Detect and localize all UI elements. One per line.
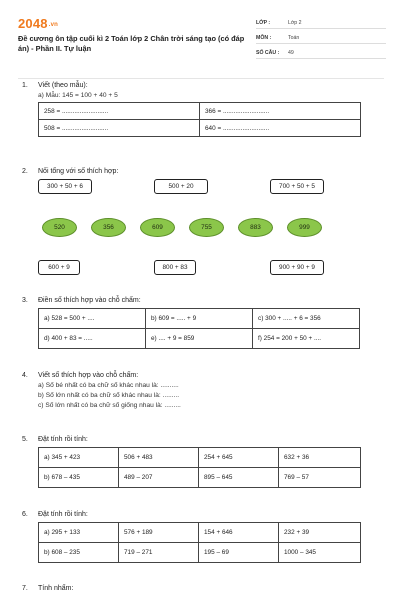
meta-value: 49 (288, 50, 294, 56)
table-cell: 366 = .......................... (200, 103, 361, 120)
table-cell: 640 = .......................... (200, 120, 361, 137)
site-logo[interactable] (18, 16, 58, 31)
table-cell: 154 + 646 (199, 523, 279, 543)
question-title (22, 82, 372, 89)
answer-line: c) Số lớn nhất có ba chữ số giống nhau là: ......... (38, 402, 181, 409)
table-cell: b) 678 – 435 (39, 468, 119, 488)
table-cell: 769 – 57 (279, 468, 361, 488)
table-row (39, 103, 361, 120)
answer-line: a) Số bé nhất có ba chữ số khác nhau là: .......... (38, 382, 179, 389)
meta-value: Lớp 2 (288, 20, 302, 26)
calc-table (38, 522, 361, 563)
table-cell: 508 = .......................... (39, 120, 200, 137)
question-text: Điền số thích hợp vào chỗ chấm: (38, 297, 141, 304)
header-divider (18, 78, 384, 79)
question-number: 3. (22, 297, 28, 304)
sum-box[interactable]: 700 + 50 + 5 (270, 179, 324, 194)
page-title: Đề cương ôn tập cuối kì 2 Toán lớp 2 Chân trời sáng tạo (có đáp án) - Phần II. Tự luận (18, 34, 245, 53)
question-title (22, 168, 372, 175)
logo-text: 2048 (18, 16, 48, 31)
meta-key: SỐ CÂU : (256, 50, 280, 56)
question-7 (22, 585, 372, 592)
table-cell: 489 – 207 (119, 468, 199, 488)
question-5 (22, 436, 372, 488)
sum-box[interactable]: 300 + 50 + 6 (38, 179, 92, 194)
question-number: 2. (22, 168, 28, 175)
table-cell: a) 295 + 133 (39, 523, 119, 543)
question-1 (22, 82, 372, 137)
table-row (39, 543, 361, 563)
table-cell: 576 + 189 (119, 523, 199, 543)
number-oval[interactable]: 883 (238, 218, 273, 237)
table-cell: d) 400 + 83 = ..... (39, 329, 146, 349)
answer-line: b) Số lớn nhất có ba chữ số khác nhau là: ......... (38, 392, 180, 399)
table-cell: 895 – 645 (199, 468, 279, 488)
question-6 (22, 511, 372, 563)
question-number: 1. (22, 82, 28, 89)
question-title (22, 511, 372, 518)
number-oval[interactable]: 999 (287, 218, 322, 237)
question-number: 6. (22, 511, 28, 518)
sum-box[interactable]: 600 + 9 (38, 260, 80, 275)
question-title (22, 297, 372, 304)
question-2 (22, 168, 372, 175)
meta-row-class (256, 16, 386, 29)
question-number: 4. (22, 372, 28, 379)
question-text: Đặt tính rồi tính: (38, 511, 88, 518)
meta-row-count (256, 46, 386, 59)
meta-key: MÔN : (256, 35, 272, 41)
table-row (39, 120, 361, 137)
question-title (22, 372, 372, 379)
table-cell: 254 + 645 (199, 448, 279, 468)
table-cell: b) 609 = ..... + 9 (146, 309, 253, 329)
table-cell: a) 528 = 500 + .... (39, 309, 146, 329)
number-oval[interactable]: 609 (140, 218, 175, 237)
table-cell: e) .... + 9 = 859 (146, 329, 253, 349)
table-cell: 719 – 271 (119, 543, 199, 563)
example-line: a) Mẫu: 145 = 100 + 40 + 5 (38, 92, 118, 99)
table-cell: 258 = .......................... (39, 103, 200, 120)
meta-key: LỚP : (256, 20, 271, 26)
calc-table (38, 447, 361, 488)
question-text: Đặt tính rồi tính: (38, 436, 88, 443)
table-cell: f) 254 = 200 + 50 + .... (253, 329, 360, 349)
table-cell: 195 – 69 (199, 543, 279, 563)
number-oval[interactable]: 520 (42, 218, 77, 237)
table-cell: c) 300 + ..... + 6 = 356 (253, 309, 360, 329)
table-cell: a) 345 + 423 (39, 448, 119, 468)
question-text: Viết (theo mẫu): (38, 82, 88, 89)
table-cell: 232 + 39 (279, 523, 361, 543)
logo-suffix: .vn (48, 21, 59, 28)
document-header (18, 12, 384, 62)
table-cell: 506 + 483 (119, 448, 199, 468)
number-oval[interactable]: 755 (189, 218, 224, 237)
question-text: Nối tổng với số thích hợp: (38, 168, 119, 175)
meta-row-subject (256, 31, 386, 44)
question-title (22, 585, 372, 592)
number-oval[interactable]: 356 (91, 218, 126, 237)
table-cell: b) 608 – 235 (39, 543, 119, 563)
question-text: Viết số thích hợp vào chỗ chấm: (38, 372, 139, 379)
question-text: Tính nhẩm: (38, 585, 74, 592)
table-row (39, 468, 361, 488)
table-cell: 632 + 36 (279, 448, 361, 468)
table-row (39, 309, 360, 329)
question-number: 5. (22, 436, 28, 443)
answer-table (38, 102, 361, 137)
sum-box[interactable]: 500 + 20 (154, 179, 208, 194)
answer-table (38, 308, 360, 349)
table-row (39, 523, 361, 543)
question-4 (22, 372, 372, 409)
sum-box[interactable]: 900 + 90 + 9 (270, 260, 324, 275)
question-number: 7. (22, 585, 28, 592)
meta-value: Toán (288, 35, 300, 41)
question-3 (22, 297, 372, 349)
document-meta (256, 16, 386, 61)
question-title (22, 436, 372, 443)
table-cell: 1000 – 345 (279, 543, 361, 563)
table-row (39, 329, 360, 349)
table-row (39, 448, 361, 468)
sum-box[interactable]: 800 + 83 (154, 260, 196, 275)
